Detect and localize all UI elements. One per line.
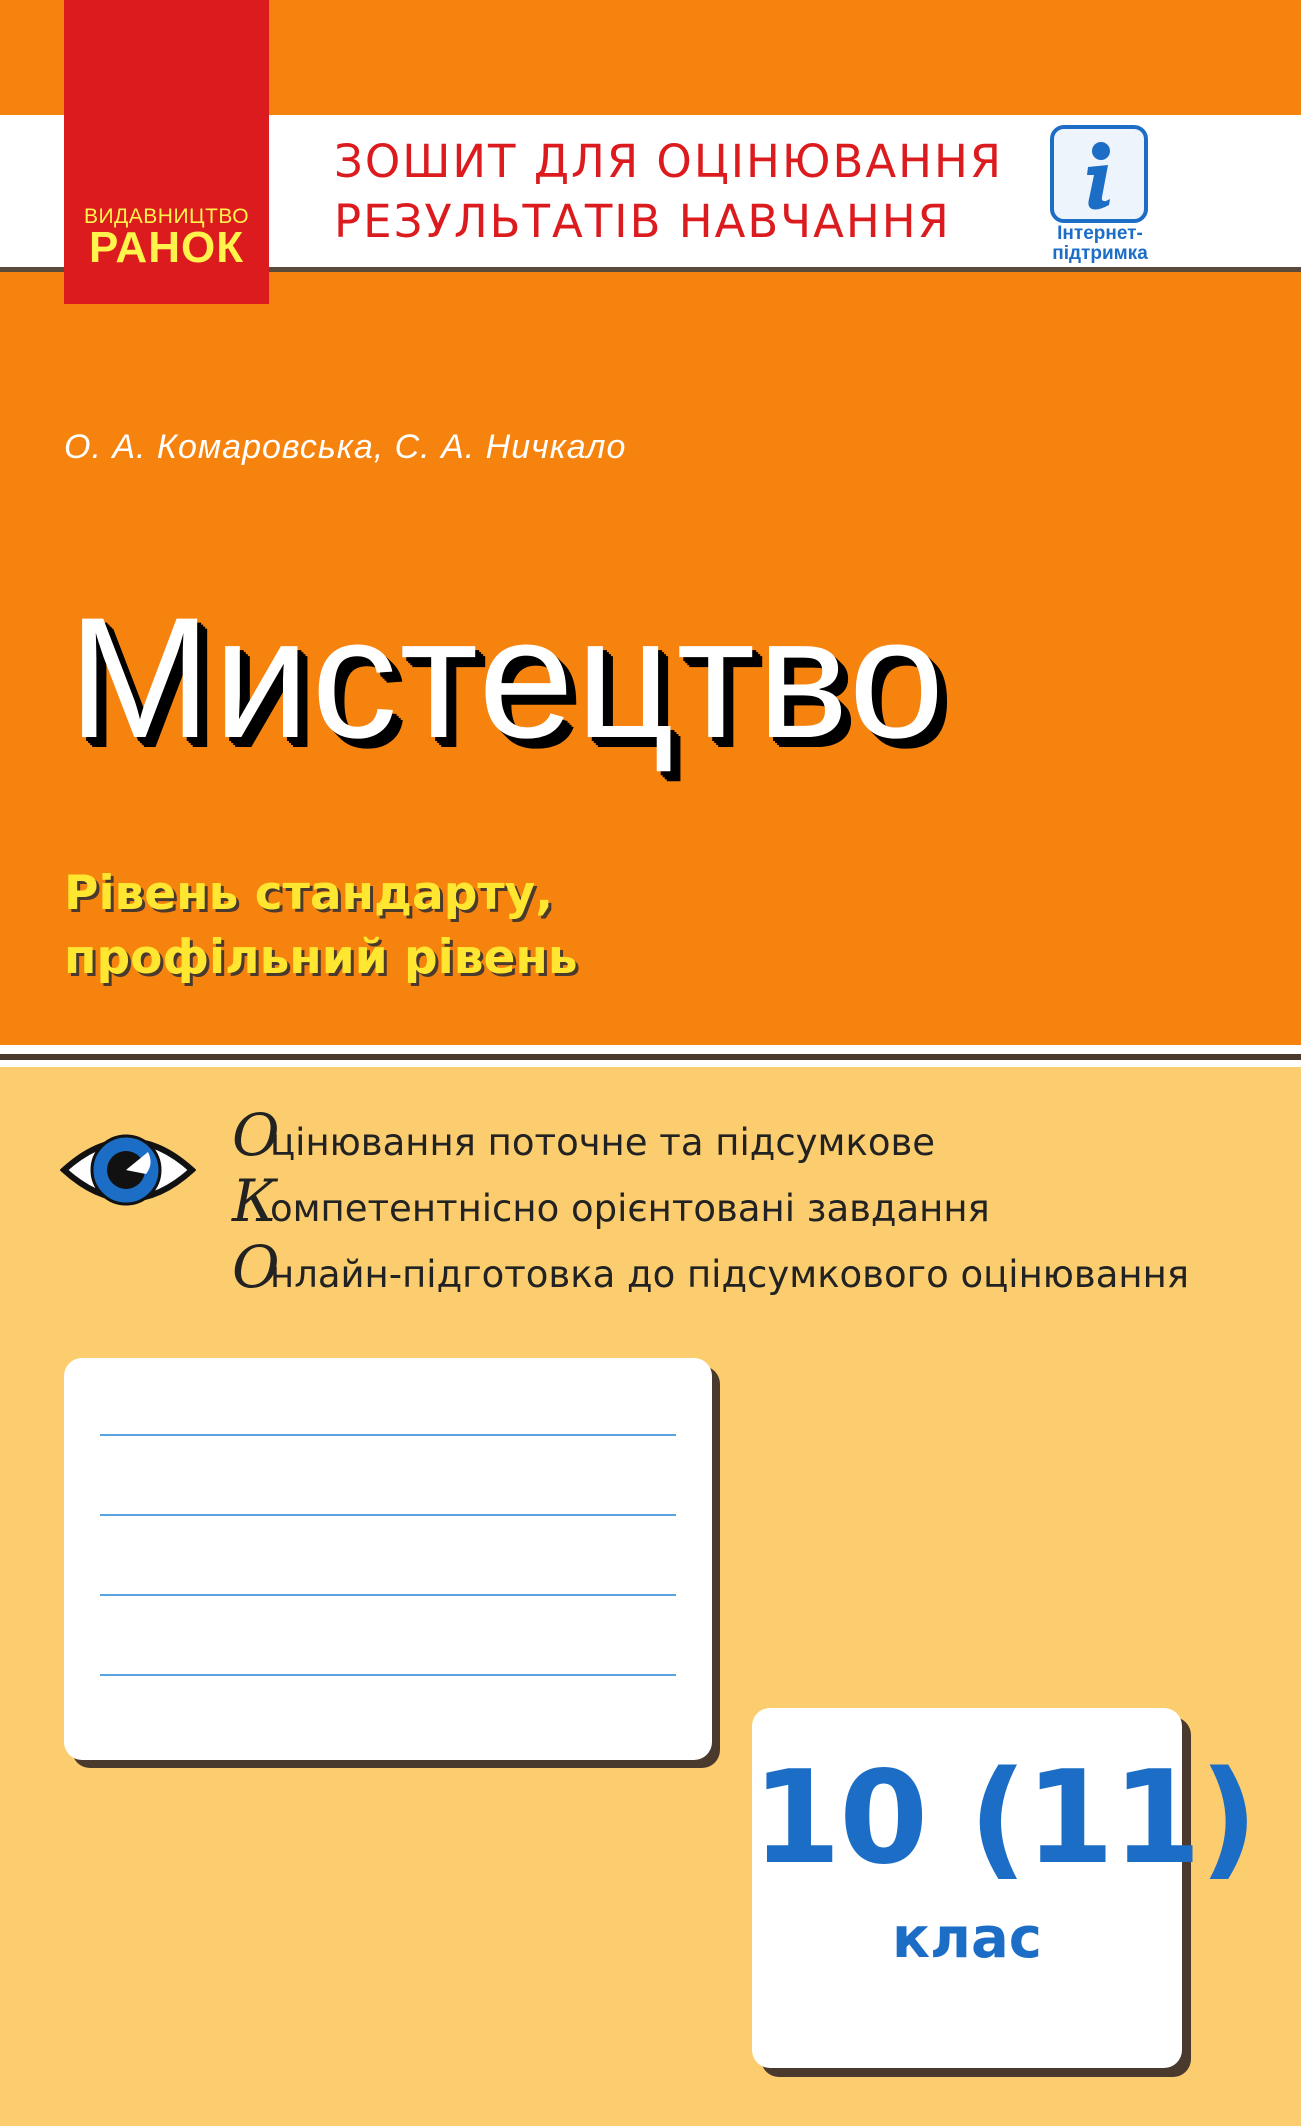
info-icon [1050,125,1148,223]
feature-item [232,1234,1189,1300]
write-line[interactable] [100,1514,676,1516]
feature-initial: К [232,1167,277,1235]
feature-initial: О [232,1101,280,1169]
panel-divider-top [0,1045,1301,1054]
feature-initial: О [232,1233,280,1301]
grade-label: клас [891,1906,1042,1971]
series-title: ЗОШИТ ДЛЯ ОЦІНЮВАННЯ РЕЗУЛЬТАТІВ НАВЧАННЯ [334,135,1004,248]
publisher-logo [64,0,269,304]
subject-title: Мистецтво [68,582,947,774]
write-line[interactable] [100,1674,676,1676]
authors: О. А. Комаровська, С. А. Ничкало [64,428,627,466]
internet-support-label: Інтернет- підтримка [1052,223,1148,264]
feature-text: нлайн-підготовка до підсумкового оцінювання [270,1253,1190,1296]
grade-card [752,1708,1256,2068]
publisher-label: ВИДАВНИЦТВО [83,205,250,228]
feature-text: цінювання поточне та підсумкове [270,1121,936,1164]
feature-item [232,1168,1189,1234]
name-field-card[interactable] [64,1358,712,1760]
eye-icon [60,1120,196,1220]
feature-text: омпетентнісно орієнтовані завдання [270,1187,990,1230]
write-line[interactable] [100,1594,676,1596]
feature-item [232,1102,1189,1168]
grade-number: 10 (11) [752,1744,1256,1893]
publisher-name: РАНОК [88,223,245,272]
levels-subtitle: Рівень стандарту, профільний рівень [64,866,578,985]
features-list [232,1102,1189,1300]
write-line[interactable] [100,1434,676,1436]
panel-divider-bottom [0,1060,1301,1067]
